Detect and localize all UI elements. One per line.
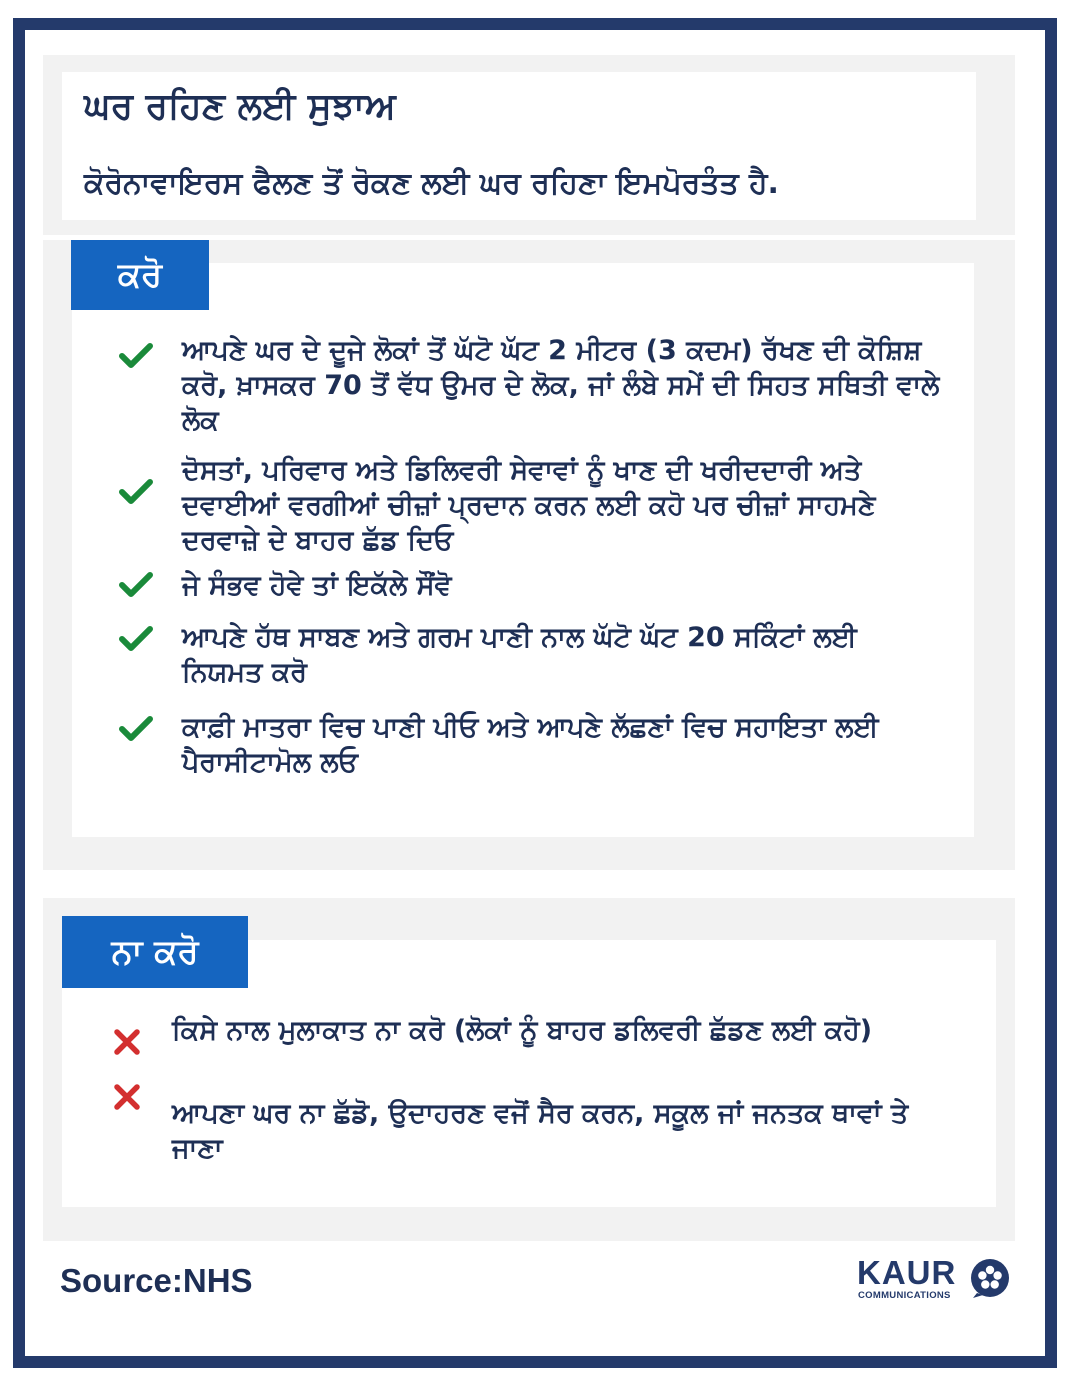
do-item-text: ਆਪਣੇ ਘਰ ਦੇ ਦੂਜੇ ਲੋਕਾਂ ਤੋਂ ਘੱਟੋ ਘੱਟ 2 ਮੀਟਰ (3 ਕਦਮ) ਰੱਖਣ ਦੀ ਕੋਸ਼ਿਸ਼ ਕਰੋ, ਖ਼ਾਸਕਰ 70 ਤੋਂ ਵੱਧ ਉਮਰ ਦੇ ਲੋਕ, ਜਾਂ ਲੰਬੇ ਸਮੇਂ ਦੀ ਸਿਹਤ ਸਥਿਤੀ ਵਾਲੇ ਲੋਕ	[182, 335, 940, 436]
flower-icon	[969, 1257, 1011, 1299]
do-item-text: ਆਪਣੇ ਹੱਥ ਸਾਬਣ ਅਤੇ ਗਰਮ ਪਾਣੀ ਨਾਲ ਘੱਟੋ ਘੱਟ 20 ਸਕਿੰਟਾਂ ਲਈ ਨਿਯਮਤ ਕਰੋ	[182, 622, 857, 688]
do-item-text: ਕਾਫ਼ੀ ਮਾਤਰਾ ਵਿਚ ਪਾਣੀ ਪੀਓ ਅਤੇ ਆਪਣੇ ਲੱਛਣਾਂ ਵਿਚ ਸਹਾਇਤਾ ਲਈ ਪੈਰਾਸੀਟਾਮੋਲ ਲਓ	[182, 712, 879, 778]
do-item	[118, 333, 958, 438]
do-item	[118, 453, 958, 558]
dont-item-text: ਆਪਣਾ ਘਰ ਨਾ ਛੱਡੋ, ਉਦਾਹਰਣ ਵਜੋਂ ਸੈਰ ਕਰਨ, ਸਕੂਲ ਜਾਂ ਜਨਤਕ ਥਾਵਾਂ ਤੇ ਜਾਣਾ	[172, 1098, 909, 1164]
page-subtitle: ਕੋਰੋਨਾਵਾਇਰਸ ਫੈਲਣ ਤੋਂ ਰੋਕਣ ਲਈ ਘਰ ਰਹਿਣਾ ਇਮਪੋਰਤੰਤ ਹੈ.	[84, 166, 779, 201]
dont-item-text: ਕਿਸੇ ਨਾਲ ਮੁਲਾਕਾਤ ਨਾ ਕਰੋ (ਲੋਕਾਂ ਨੂੰ ਬਾਹਰ ਡਲਿਵਰੀ ਛੱਡਣ ਲਈ ਕਹੋ)	[172, 1015, 873, 1046]
check-icon	[118, 624, 154, 654]
do-badge: ਕਰੋ	[71, 240, 209, 310]
do-item	[118, 710, 958, 780]
kaur-logo	[857, 1255, 1017, 1305]
do-item-text: ਜੇ ਸੰਭਵ ਹੋਵੇ ਤਾਂ ਇਕੱਲੇ ਸੌਂਵੋ	[182, 570, 452, 601]
do-item-text: ਦੋਸਤਾਂ, ਪਰਿਵਾਰ ਅਤੇ ਡਿਲਿਵਰੀ ਸੇਵਾਵਾਂ ਨੂੰ ਖਾਣ ਦੀ ਖਰੀਦਦਾਰੀ ਅਤੇ ਦਵਾਈਆਂ ਵਰਗੀਆਂ ਚੀਜ਼ਾਂ ਪ੍ਰਦਾਨ ਕਰਨ ਲਈ ਕਹੋ ਪਰ ਚੀਜ਼ਾਂ ਸਾਹਮਣੇ ਦਰਵਾਜ਼ੇ ਦੇ ਬਾਹਰ ਛੱਡ ਦਿਓ	[182, 455, 876, 556]
do-item	[118, 568, 958, 603]
source-label: Source:NHS	[60, 1262, 253, 1299]
dont-badge: ਨਾ ਕਰੋ	[62, 916, 248, 988]
check-icon	[118, 341, 154, 371]
check-icon	[118, 714, 154, 744]
cross-icon	[112, 1082, 142, 1112]
logo-word: KAUR	[857, 1254, 957, 1291]
check-icon	[118, 570, 154, 600]
logo-subtext: COMMUNICATIONS	[858, 1290, 951, 1301]
dont-item	[112, 1082, 972, 1166]
check-icon	[118, 477, 154, 507]
cross-icon	[112, 1027, 142, 1057]
page-title: ਘਰ ਰਹਿਣ ਲਈ ਸੁਝਾਅ	[84, 86, 396, 127]
dont-item	[112, 1013, 972, 1057]
do-item	[118, 620, 958, 690]
